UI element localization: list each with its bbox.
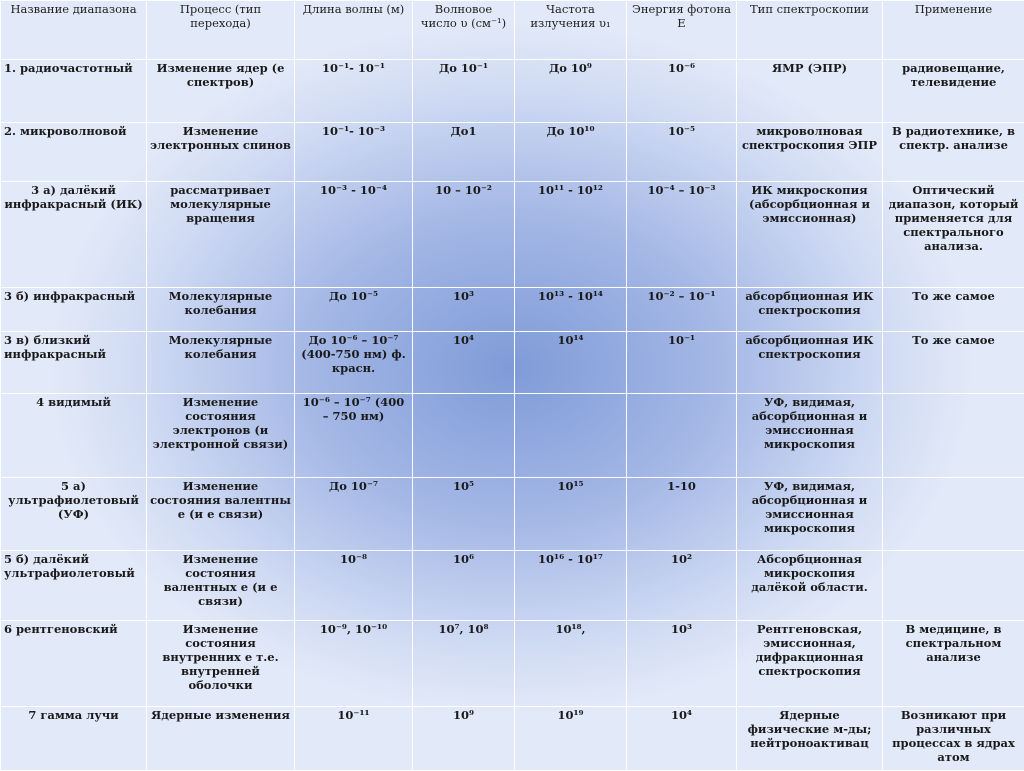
cell-spectroscopy: ИК микроскопия (абсорбционная и эмиссионная): [737, 182, 883, 288]
cell-energy: [627, 394, 737, 478]
cell-name: 1. радиочастотный: [1, 60, 147, 123]
cell-process: Изменение состояния валентных е (и е связи): [147, 551, 295, 621]
table-row: [1, 394, 1024, 478]
cell-energy: 1-10: [627, 478, 737, 551]
cell-name: 3 в) близкий инфракрасный: [1, 332, 147, 394]
cell-wavenumber: [413, 394, 515, 478]
cell-energy: 10⁻⁴ – 10⁻³: [627, 182, 737, 288]
cell-wavenumber: До 10⁻¹: [413, 60, 515, 123]
cell-energy: 10⁻⁵: [627, 123, 737, 182]
cell-process: Изменение состояния валентны е (и е связи): [147, 478, 295, 551]
cell-application: Возникают при различных процессах в ядрах атом: [883, 707, 1024, 771]
cell-wavelength: 10⁻¹- 10⁻³: [295, 123, 413, 182]
cell-wavelength: До 10⁻⁵: [295, 288, 413, 332]
cell-wavelength: 10⁻⁶ – 10⁻⁷ (400 – 750 нм): [295, 394, 413, 478]
cell-wavenumber: 10⁶: [413, 551, 515, 621]
cell-spectroscopy: Рентгеновская, эмиссионная, дифракционная спектроскопия: [737, 621, 883, 707]
cell-frequency: 10¹⁸,: [515, 621, 627, 707]
cell-wavelength: 10⁻⁸: [295, 551, 413, 621]
cell-spectroscopy: УФ, видимая, абсорбционная и эмиссионная микроскопия: [737, 478, 883, 551]
cell-application: [883, 394, 1024, 478]
cell-process: рассматривает молекулярные вращения: [147, 182, 295, 288]
cell-energy: 10⁻¹: [627, 332, 737, 394]
table-row: [1, 551, 1024, 621]
cell-spectroscopy: микроволновая спектроскопия ЭПР: [737, 123, 883, 182]
header-energy: Энергия фотона Е: [627, 1, 737, 60]
cell-frequency: 10¹⁶ - 10¹⁷: [515, 551, 627, 621]
cell-frequency: [515, 394, 627, 478]
cell-wavenumber: 10 – 10⁻²: [413, 182, 515, 288]
cell-spectroscopy: абсорбционная ИК спектроскопия: [737, 288, 883, 332]
table-row: [1, 478, 1024, 551]
cell-wavenumber: 10³: [413, 288, 515, 332]
cell-spectroscopy: УФ, видимая, абсорбционная и эмиссионная микроскопия: [737, 394, 883, 478]
cell-frequency: До 10⁹: [515, 60, 627, 123]
cell-frequency: 10¹¹ - 10¹²: [515, 182, 627, 288]
cell-wavelength: 10⁻¹- 10⁻¹: [295, 60, 413, 123]
cell-process: Молекулярные колебания: [147, 332, 295, 394]
cell-wavelength: 10⁻⁹, 10⁻¹⁰: [295, 621, 413, 707]
cell-frequency: 10¹⁹: [515, 707, 627, 771]
cell-name: 5 б) далёкий ультрафиолетовый: [1, 551, 147, 621]
cell-wavelength: 10⁻³ - 10⁻⁴: [295, 182, 413, 288]
cell-frequency: 10¹³ - 10¹⁴: [515, 288, 627, 332]
header-frequency: Частота излучения υ₁: [515, 1, 627, 60]
cell-wavenumber: До1: [413, 123, 515, 182]
cell-process: Изменение электронных спинов: [147, 123, 295, 182]
header-wavenumber: Волновое число υ (см⁻¹): [413, 1, 515, 60]
cell-process: Изменение ядер (е спектров): [147, 60, 295, 123]
cell-wavelength: 10⁻¹¹: [295, 707, 413, 771]
cell-frequency: 10¹⁴: [515, 332, 627, 394]
cell-spectroscopy: Абсорбционная микроскопия далёкой области.: [737, 551, 883, 621]
cell-energy: 10⁻⁶: [627, 60, 737, 123]
cell-name: 4 видимый: [1, 394, 147, 478]
cell-application: То же самое: [883, 288, 1024, 332]
cell-application: [883, 478, 1024, 551]
cell-wavenumber: 10⁴: [413, 332, 515, 394]
cell-application: То же самое: [883, 332, 1024, 394]
table-row: [1, 288, 1024, 332]
table-row: [1, 123, 1024, 182]
cell-wavelength: До 10⁻⁷: [295, 478, 413, 551]
cell-process: Изменение состояния внутренних е т.е. внутренней оболочки: [147, 621, 295, 707]
cell-spectroscopy: Ядерные физические м-ды; нейтроноактивац: [737, 707, 883, 771]
cell-name: 6 рентгеновский: [1, 621, 147, 707]
cell-process: Ядерные изменения: [147, 707, 295, 771]
cell-name: 3 б) инфракрасный: [1, 288, 147, 332]
cell-process: Изменение состояния электронов (и электронной связи): [147, 394, 295, 478]
cell-frequency: 10¹⁵: [515, 478, 627, 551]
cell-name: 3 а) далёкий инфракрасный (ИК): [1, 182, 147, 288]
header-spectroscopy: Тип спектроскопии: [737, 1, 883, 60]
cell-energy: 10⁴: [627, 707, 737, 771]
cell-name: 7 гамма лучи: [1, 707, 147, 771]
cell-name: 2. микроволновой: [1, 123, 147, 182]
table-row: [1, 332, 1024, 394]
cell-frequency: До 10¹⁰: [515, 123, 627, 182]
cell-energy: 10⁻² – 10⁻¹: [627, 288, 737, 332]
cell-wavenumber: 10⁵: [413, 478, 515, 551]
header-process: Процесс (тип перехода): [147, 1, 295, 60]
cell-wavenumber: 10⁷, 10⁸: [413, 621, 515, 707]
cell-process: Молекулярные колебания: [147, 288, 295, 332]
cell-energy: 10²: [627, 551, 737, 621]
table-row: [1, 621, 1024, 707]
table-row: [1, 60, 1024, 123]
cell-energy: 10³: [627, 621, 737, 707]
cell-spectroscopy: ЯМР (ЭПР): [737, 60, 883, 123]
header-name: Название диапазона: [1, 1, 147, 60]
table-row: [1, 182, 1024, 288]
cell-application: В радиотехнике, в спектр. анализе: [883, 123, 1024, 182]
header-row: [1, 1, 1024, 60]
cell-name: 5 а) ультрафиолетовый (УФ): [1, 478, 147, 551]
header-application: Применение: [883, 1, 1024, 60]
header-wavelength: Длина волны (м): [295, 1, 413, 60]
cell-application: [883, 551, 1024, 621]
cell-application: В медицине, в спектральном анализе: [883, 621, 1024, 707]
cell-spectroscopy: абсорбционная ИК спектроскопия: [737, 332, 883, 394]
cell-wavelength: До 10⁻⁶ – 10⁻⁷ (400-750 нм) ф. красн.: [295, 332, 413, 394]
cell-application: радиовещание, телевидение: [883, 60, 1024, 123]
cell-wavenumber: 10⁹: [413, 707, 515, 771]
cell-application: Оптический диапазон, который применяется для спектрального анализа.: [883, 182, 1024, 288]
table-row: [1, 707, 1024, 771]
